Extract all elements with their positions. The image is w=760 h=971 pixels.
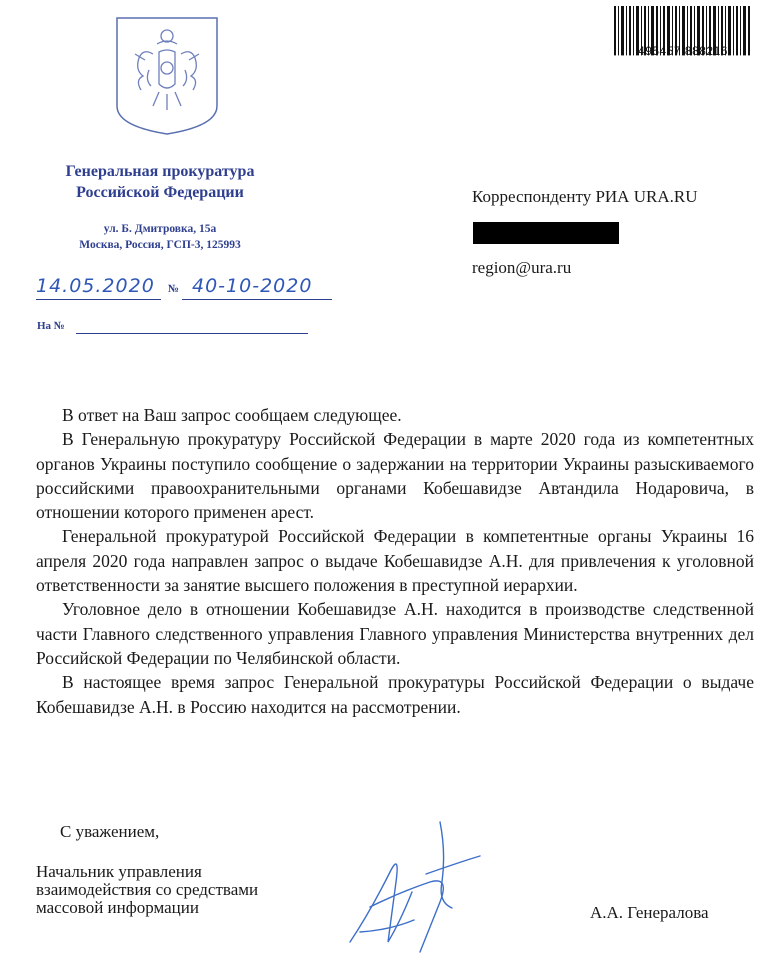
- reference-underline: [76, 333, 308, 334]
- body-paragraph-2: В Генеральную прокуратуру Российской Федерации в марте 2020 года из компетентных органов Украины поступило сообщение о задержании на территории Украины разыскиваемого российскими правоохранительными органами Кобешавидзе Автандила Нодаровича, в отношении которого применен арест.: [36, 429, 754, 523]
- signatory-name: А.А. Генералова: [590, 903, 709, 922]
- letter-body: [36, 403, 754, 719]
- number-underline: [182, 299, 332, 300]
- outgoing-date: 14.05.2020: [36, 275, 155, 297]
- closing-regards: С уважением,: [60, 822, 160, 841]
- position-line1: Начальник управления: [36, 862, 202, 881]
- sender-org-line1: Генеральная прокуратура: [65, 163, 255, 180]
- position-line3: массовой информации: [36, 898, 199, 917]
- reference-label: На №: [37, 320, 65, 332]
- recipient-email: region@ura.ru: [472, 258, 572, 277]
- body-paragraph-1: В ответ на Ваш запрос сообщаем следующее.: [62, 405, 402, 425]
- outgoing-number: 40-10-2020: [192, 275, 313, 297]
- barcode-number: 495457 888216: [638, 44, 728, 58]
- handwritten-signature: [330, 812, 490, 962]
- number-label: №: [168, 283, 180, 295]
- signatory-position: [36, 863, 258, 917]
- body-paragraph-3: Генеральной прокуратурой Российской Федерации в компетентные органы Украины 16 апреля 2020 года направлен запрос о выдаче Кобешавидзе А.Н. для привлечения к уголовной ответственности за занятие высшего положения в преступной иерархии.: [36, 526, 754, 596]
- recipient-line: Корреспонденту РИА URA.RU: [472, 187, 698, 206]
- redaction-bar: [473, 222, 619, 244]
- body-paragraph-4: Уголовное дело в отношении Кобешавидзе А.Н. находится в производстве следственной части Главного следственного управления Главного управления Министерства внутренних дел Российской Федерации по Челябинской области.: [36, 599, 754, 668]
- sender-address-line2: Москва, Россия, ГСП-3, 125993: [79, 239, 241, 251]
- position-line2: взаимодействия со средствами: [36, 880, 259, 899]
- sender-org-line2: Российской Федерации: [76, 184, 244, 201]
- coat-of-arms-emblem: [113, 14, 221, 138]
- date-underline: [36, 299, 161, 300]
- body-paragraph-5: В настоящее время запрос Генеральной прокуратуры Российской Федерации о выдаче Кобешавидзе А.Н. в Россию находится на рассмотрении.: [36, 672, 754, 717]
- sender-address-line1: ул. Б. Дмитровка, 15а: [103, 223, 217, 235]
